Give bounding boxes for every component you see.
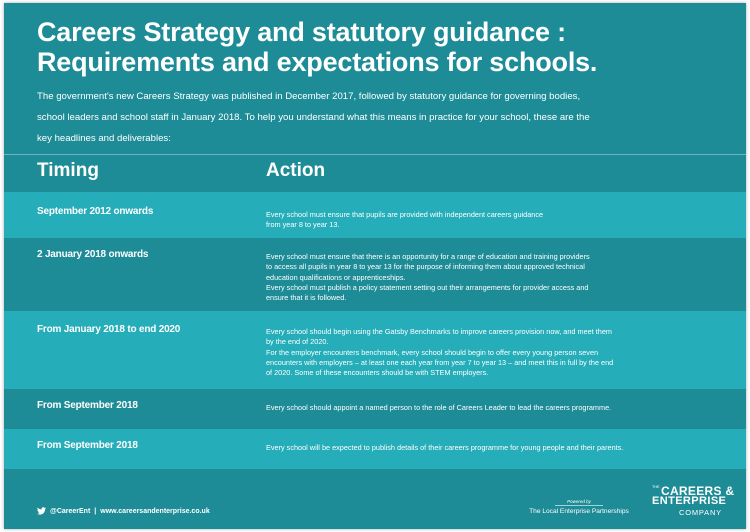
twitter-bird-icon [37, 507, 46, 515]
timing-column-header: Timing [37, 160, 99, 181]
row-action [266, 443, 706, 453]
twitter-handle-link[interactable]: @CareerEnt [50, 507, 91, 515]
page-title [37, 17, 727, 77]
action-column-header: Action [266, 160, 326, 181]
title-line-1: Careers Strategy and statutory guidance : [37, 17, 566, 47]
footer-contact [37, 507, 210, 515]
row-action [266, 252, 706, 303]
intro-line-1: The government's new Careers Strategy was published in December 2017, followed by statutory guidance for governing bodies, [37, 91, 581, 102]
action-line: For the employer encounters benchmark, every school should begin to offer every young person seven [266, 347, 599, 357]
table-row [4, 192, 746, 238]
logo-enterprise: ENTERPRISE [652, 495, 727, 507]
powered-by-label: Powered by [555, 499, 603, 506]
logo-careers: CAREERS & [661, 484, 735, 498]
row-action [266, 327, 706, 378]
action-line: Every school must publish a policy statement setting out their arrangements for provider access and [266, 282, 589, 292]
row-timing: From January 2018 to end 2020 [37, 324, 181, 335]
logo-company: COMPANY [679, 508, 722, 517]
logo-the: THE [652, 485, 660, 489]
partner-name: The Local Enterprise Partnerships [529, 508, 629, 515]
website-link[interactable]: www.careersandenterprise.co.uk [100, 507, 210, 515]
action-line: Every school must ensure that there is an opportunity for a range of education and training providers [266, 252, 590, 261]
action-line: encounters with employers – at least one each year from year 7 to year 13 – and meet this in full by the end [266, 357, 614, 367]
table-row [4, 389, 746, 429]
action-line: to access all pupils in year 8 to year 13 for the purpose of informing them about approved technical [266, 262, 585, 272]
action-line: Every school must ensure that pupils are provided with independent careers guidance [266, 210, 544, 219]
row-timing: From September 2018 [37, 400, 138, 411]
careers-enterprise-logo [652, 484, 742, 520]
row-action [266, 403, 706, 413]
intro-paragraph [37, 86, 717, 149]
action-line: by the end of 2020. [266, 337, 329, 347]
table-header [4, 154, 746, 191]
action-line: from year 8 to year 13. [266, 220, 340, 230]
action-line: Every school should appoint a named person to the role of Careers Leader to lead the careers programme. [266, 403, 612, 412]
powered-by-block [519, 499, 639, 515]
action-line: of 2020. Some of these encounters should be with STEM employers. [266, 368, 489, 378]
careers-guidance-page [4, 3, 746, 529]
intro-line-2: school leaders and school staff in January 2018. To help you understand what this means in practice for your school, these are the [37, 112, 590, 123]
footer-separator: | [94, 507, 97, 515]
row-timing: From September 2018 [37, 440, 138, 451]
table-row [4, 311, 746, 389]
action-line: education qualifications or apprenticeships. [266, 272, 406, 282]
title-line-2: Requirements and expectations for schools. [37, 47, 598, 77]
intro-line-3: key headlines and deliverables: [37, 133, 171, 144]
action-line: Every school will be expected to publish details of their careers programme for young people and their parents. [266, 443, 624, 452]
row-timing: 2 January 2018 onwards [37, 249, 149, 260]
table-row [4, 238, 746, 311]
table-row [4, 429, 746, 469]
action-line: ensure that it is followed. [266, 293, 347, 303]
row-action [266, 210, 706, 231]
action-line: Every school should begin using the Gatsby Benchmarks to improve careers provision now, and meet them [266, 327, 612, 336]
row-timing: September 2012 onwards [37, 206, 154, 217]
